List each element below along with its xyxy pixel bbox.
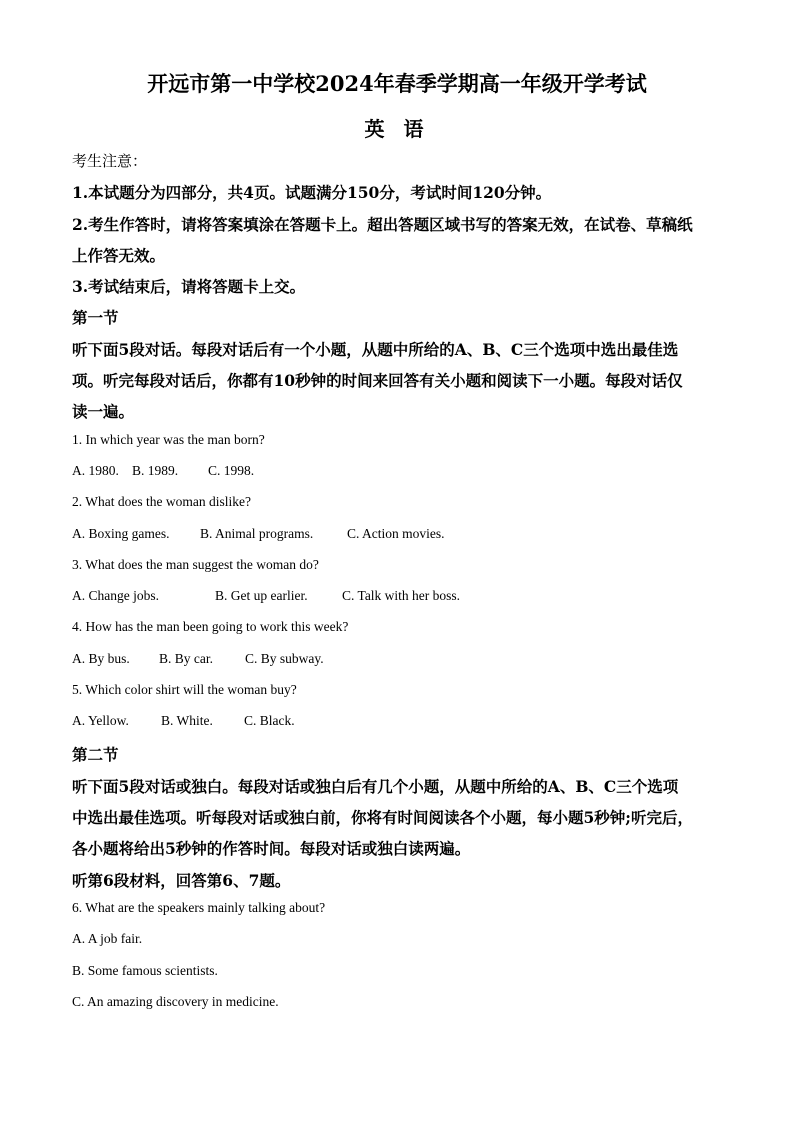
option-b: B. 1989. <box>132 463 179 478</box>
notice-item-3: 3.考试结束后，请将答题卡上交。 <box>72 277 306 296</box>
option-a: A. 1980. <box>72 463 119 478</box>
question-1: 1. In which year was the man born? <box>72 432 265 447</box>
option-a: A. Boxing games. <box>72 526 170 541</box>
question-6-option-a: A. A job fair. <box>72 931 143 946</box>
material-intro: 听第6段材料，回答第6、7题。 <box>72 871 291 890</box>
section1-heading: 第一节 <box>72 308 119 327</box>
question-4-options <box>72 651 324 667</box>
section2-instruction-3: 各小题将给出5秒钟的作答时间。每段对话或独白读两遍。 <box>72 839 471 858</box>
question-2: 2. What does the woman dislike? <box>72 494 251 509</box>
option-c: C. By subway. <box>245 651 324 666</box>
question-3-options <box>72 588 460 604</box>
question-6-option-c: C. An amazing discovery in medicine. <box>72 994 279 1009</box>
option-c: C. Action movies. <box>347 526 445 541</box>
question-2-options <box>72 526 445 542</box>
section1-instruction-3: 读一遍。 <box>72 402 135 421</box>
option-c: C. Talk with her boss. <box>342 588 461 603</box>
question-1-options <box>72 463 254 479</box>
question-4: 4. How has the man been going to work this week? <box>72 619 349 634</box>
question-5: 5. Which color shirt will the woman buy? <box>72 682 297 697</box>
section2-heading: 第二节 <box>72 745 119 764</box>
notice-heading: 考生注意： <box>72 152 148 170</box>
section1-instruction-2: 项。听完每段对话后，你都有10秒钟的时间来回答有关小题和阅读下一小题。每段对话仅 <box>72 371 683 390</box>
exam-subject: 英 语 <box>364 117 430 141</box>
question-3: 3. What does the man suggest the woman do? <box>72 557 319 572</box>
question-6: 6. What are the speakers mainly talking about? <box>72 900 326 915</box>
section2-instruction-1: 听下面5段对话或独白。每段对话或独白后有几个小题，从题中所给的A、B、C三个选项 <box>72 777 679 796</box>
question-6-option-b: B. Some famous scientists. <box>72 963 218 978</box>
option-a: A. Yellow. <box>72 713 129 728</box>
option-c: C. Black. <box>244 713 295 728</box>
notice-item-1: 1.本试题分为四部分，共4页。试题满分150分，考试时间120分钟。 <box>72 183 552 202</box>
option-b: B. Animal programs. <box>200 526 314 541</box>
option-b: B. White. <box>161 713 213 728</box>
option-b: B. Get up earlier. <box>215 588 308 603</box>
notice-item-2: 2.考生作答时，请将答案填涂在答题卡上。超出答题区域书写的答案无效，在试卷、草稿纸 <box>72 215 693 234</box>
exam-title: 开远市第一中学校2024年春季学期高一年级开学考试 <box>147 71 647 96</box>
option-a: A. Change jobs. <box>72 588 159 603</box>
notice-item-2-cont: 上作答无效。 <box>72 246 166 265</box>
option-c: C. 1998. <box>208 463 255 478</box>
option-a: A. By bus. <box>72 651 130 666</box>
section2-instruction-2: 中选出最佳选项。听每段对话或独白前，你将有时间阅读各个小题，每小题5秒钟;听完后， <box>72 808 694 827</box>
question-5-options <box>72 713 295 729</box>
option-b: B. By car. <box>159 651 213 666</box>
section1-instruction-1: 听下面5段对话。每段对话后有一个小题，从题中所给的A、B、C三个选项中选出最佳选 <box>72 340 679 359</box>
